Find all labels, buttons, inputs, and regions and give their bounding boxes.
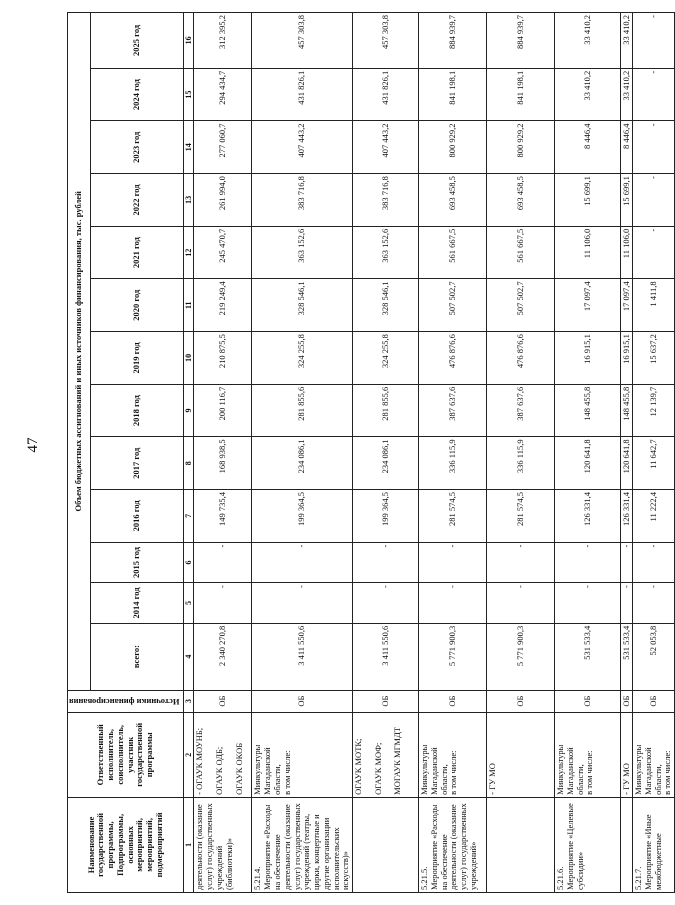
value-cell: 219 249,4 [194, 279, 252, 332]
value-cell: - [487, 583, 555, 624]
value-cell: 8 446,4 [555, 121, 621, 174]
measure-name-cell [353, 797, 419, 892]
value-cell: - [633, 121, 675, 174]
responsible-cell: Минкультуры Магаданской области, в том числе: [252, 712, 353, 797]
value-cell: 800 929,2 [487, 121, 555, 174]
value-cell: 261 994,0 [194, 174, 252, 227]
value-cell: 407 443,2 [353, 121, 419, 174]
source-cell: ОБ [621, 690, 633, 712]
value-cell: - [353, 583, 419, 624]
value-cell: 387 637,6 [419, 384, 487, 437]
column-number: 11 [184, 279, 194, 332]
col-year-header: 2020 год [91, 279, 184, 332]
value-cell: - [555, 542, 621, 583]
measure-name-cell: 5.21.7. Мероприятие «Иные межбюджетные [633, 797, 675, 892]
responsible-cell: - ГУ МО [487, 712, 555, 797]
col-year-header: 2025 год [91, 13, 184, 69]
value-cell: - [419, 542, 487, 583]
col-year-header: 2023 год [91, 121, 184, 174]
column-number: 14 [184, 121, 194, 174]
value-cell: 312 395,2 [194, 13, 252, 69]
value-cell: 200 116,7 [194, 384, 252, 437]
value-cell: 324 255,8 [252, 332, 353, 385]
value-cell: 148 455,8 [621, 384, 633, 437]
table-row [633, 13, 675, 893]
value-cell: 507 502,7 [419, 279, 487, 332]
value-cell: 561 667,5 [487, 226, 555, 279]
value-cell: 507 502,7 [487, 279, 555, 332]
value-cell: 281 574,5 [419, 490, 487, 543]
column-number: 1 [184, 797, 194, 892]
col-year-header: 2016 год [91, 490, 184, 543]
value-cell: 245 470,7 [194, 226, 252, 279]
value-cell: 199 364,5 [252, 490, 353, 543]
source-cell: ОБ [633, 690, 675, 712]
measure-name-cell [487, 797, 555, 892]
value-cell: 17 097,4 [555, 279, 621, 332]
source-cell: ОБ [353, 690, 419, 712]
value-cell: - [194, 583, 252, 624]
value-cell: 841 198,1 [487, 68, 555, 121]
value-cell: - [633, 226, 675, 279]
table-row [353, 13, 419, 893]
col-year-header: 2019 год [91, 332, 184, 385]
table-row [419, 13, 487, 893]
value-cell: 457 303,8 [252, 13, 353, 69]
column-number: 7 [184, 490, 194, 543]
value-cell: 277 060,7 [194, 121, 252, 174]
measure-name-cell: 5.21.6. Мероприятие «Целевые субсидии» [555, 797, 621, 892]
col-year-header: 2017 год [91, 437, 184, 490]
value-cell: 149 735,4 [194, 490, 252, 543]
source-cell: ОБ [487, 690, 555, 712]
value-cell: 12 139,7 [633, 384, 675, 437]
col-name-header: Наименование государственной программы, Подпрограммы, основных мероприятий, мероприятий, подмероприятий [68, 797, 184, 892]
col-year-header: 2014 год [91, 583, 184, 624]
table-row [621, 13, 633, 893]
value-cell: 33 410,2 [555, 13, 621, 69]
value-cell: 15 699,1 [555, 174, 621, 227]
column-number: 3 [184, 690, 194, 712]
col-year-header: 2015 год [91, 542, 184, 583]
value-cell: 120 641,8 [555, 437, 621, 490]
measure-name-cell: деятельности (оказание услуг) государственных учреждений (библиотеки)» [194, 797, 252, 892]
value-cell: 11 642,7 [633, 437, 675, 490]
value-cell: 884 939,7 [487, 13, 555, 69]
value-cell: 8 446,4 [621, 121, 633, 174]
value-cell: - [621, 583, 633, 624]
value-cell: 336 115,9 [487, 437, 555, 490]
column-number: 13 [184, 174, 194, 227]
measure-name-cell: 5.21.5. Мероприятие «Расходы на обеспечение деятельности (оказание услуг) государственных учреждений» [419, 797, 487, 892]
col-year-header: 2018 год [91, 384, 184, 437]
value-cell: - [194, 542, 252, 583]
value-cell: 281 574,5 [487, 490, 555, 543]
value-cell: 431 826,1 [252, 68, 353, 121]
value-cell: 15 637,2 [633, 332, 675, 385]
column-number: 9 [184, 384, 194, 437]
value-cell: 693 458,5 [487, 174, 555, 227]
value-cell: 16 915,1 [621, 332, 633, 385]
budget-table [67, 12, 675, 893]
value-cell: - [252, 542, 353, 583]
value-cell: 11 106,0 [621, 226, 633, 279]
value-cell: - [487, 542, 555, 583]
table-row [252, 13, 353, 893]
value-cell: 11 106,0 [555, 226, 621, 279]
col-source-header: Источники финансирования [68, 690, 184, 712]
value-cell: 281 855,6 [353, 384, 419, 437]
value-cell: 168 938,5 [194, 437, 252, 490]
column-number: 16 [184, 13, 194, 69]
value-cell: 383 716,8 [252, 174, 353, 227]
source-cell: ОБ [194, 690, 252, 712]
value-cell: 693 458,5 [419, 174, 487, 227]
value-cell: 336 115,9 [419, 437, 487, 490]
value-cell: 199 364,5 [353, 490, 419, 543]
value-cell: 431 826,1 [353, 68, 419, 121]
value-cell: - [633, 174, 675, 227]
source-cell: ОБ [555, 690, 621, 712]
budget-table-sheet [67, 12, 673, 893]
col-year-header: 2022 год [91, 174, 184, 227]
value-cell: 17 097,4 [621, 279, 633, 332]
value-cell: - [353, 542, 419, 583]
column-number: 4 [184, 623, 194, 690]
value-cell: - [633, 542, 675, 583]
value-cell: 33 410,2 [621, 13, 633, 69]
value-cell: 476 876,6 [487, 332, 555, 385]
value-cell: 5 771 900,3 [487, 623, 555, 690]
value-cell: - [252, 583, 353, 624]
measure-name-cell [621, 797, 633, 892]
col-year-header: 2024 год [91, 68, 184, 121]
column-number: 12 [184, 226, 194, 279]
value-cell: 328 546,1 [353, 279, 419, 332]
column-number: 2 [184, 712, 194, 797]
value-cell: 3 411 550,6 [252, 623, 353, 690]
value-cell: 15 699,1 [621, 174, 633, 227]
table-row [487, 13, 555, 893]
value-cell: 531 533,4 [555, 623, 621, 690]
value-cell: 324 255,8 [353, 332, 419, 385]
value-cell: 11 222,4 [633, 490, 675, 543]
value-cell: 561 667,5 [419, 226, 487, 279]
value-cell: 52 053,8 [633, 623, 675, 690]
column-number: 10 [184, 332, 194, 385]
responsible-cell: - ГУ МО [621, 712, 633, 797]
value-cell: 294 434,7 [194, 68, 252, 121]
value-cell: 3 411 550,6 [353, 623, 419, 690]
table-header [68, 13, 194, 893]
value-cell: 383 716,8 [353, 174, 419, 227]
value-cell: 363 152,6 [252, 226, 353, 279]
responsible-cell: Минкультуры Магаданской области, в том числе: [555, 712, 621, 797]
value-cell: 5 771 900,3 [419, 623, 487, 690]
value-cell: 363 152,6 [353, 226, 419, 279]
value-cell: - [633, 583, 675, 624]
table-row [555, 13, 621, 893]
value-cell: 884 939,7 [419, 13, 487, 69]
column-number: 5 [184, 583, 194, 624]
value-cell: 126 331,4 [621, 490, 633, 543]
value-cell: 457 303,8 [353, 13, 419, 69]
value-cell: 210 875,5 [194, 332, 252, 385]
column-number: 6 [184, 542, 194, 583]
value-cell: 148 455,8 [555, 384, 621, 437]
value-cell: 281 855,6 [252, 384, 353, 437]
value-cell: 328 546,1 [252, 279, 353, 332]
source-cell: ОБ [419, 690, 487, 712]
table-row [194, 13, 252, 893]
value-cell: 126 331,4 [555, 490, 621, 543]
value-cell: 841 198,1 [419, 68, 487, 121]
value-cell: 800 929,2 [419, 121, 487, 174]
value-cell: 2 340 270,8 [194, 623, 252, 690]
table-body [194, 13, 675, 893]
value-cell: 16 915,1 [555, 332, 621, 385]
responsible-cell: ОГАУК МОТК; ОГАУК МОФ; МОГАУК МГМДТ [353, 712, 419, 797]
value-cell: 234 086,1 [353, 437, 419, 490]
col-total-header: всего: [91, 623, 184, 690]
column-number-row [184, 13, 194, 893]
responsible-cell: - ОГАУК МОУНБ; ОГАУК ОДБ; ОГАУК ОКОБ [194, 712, 252, 797]
value-cell: 1 411,8 [633, 279, 675, 332]
value-cell: 476 876,6 [419, 332, 487, 385]
column-number: 8 [184, 437, 194, 490]
column-number: 15 [184, 68, 194, 121]
col-responsible-header: Ответственный исполнитель, соисполнитель, участник государственной программы [68, 712, 184, 797]
col-year-header: 2021 год [91, 226, 184, 279]
value-cell: 234 086,1 [252, 437, 353, 490]
value-cell: 531 533,4 [621, 623, 633, 690]
value-cell: - [419, 583, 487, 624]
value-cell: 33 410,2 [621, 68, 633, 121]
source-cell: ОБ [252, 690, 353, 712]
value-cell: - [633, 13, 675, 69]
funding-group-header: Объем бюджетных ассигнований и иных источников финансирования, тыс. рублей [68, 13, 91, 691]
value-cell: 120 641,8 [621, 437, 633, 490]
value-cell: - [555, 583, 621, 624]
value-cell: 387 637,6 [487, 384, 555, 437]
page-number: 47 [25, 437, 41, 453]
measure-name-cell: 5.21.4. Мероприятие «Расходы на обеспечение деятельности (оказание услуг) государственных учреждений (театры, цирки, концертные и другие организации исполнительских искусств)» [252, 797, 353, 892]
responsible-cell: Минкультуры Магаданской области, в том числе: [633, 712, 675, 797]
value-cell: 33 410,2 [555, 68, 621, 121]
value-cell: - [633, 68, 675, 121]
value-cell: 407 443,2 [252, 121, 353, 174]
responsible-cell: Минкультуры Магаданской области, в том числе: [419, 712, 487, 797]
value-cell: - [621, 542, 633, 583]
